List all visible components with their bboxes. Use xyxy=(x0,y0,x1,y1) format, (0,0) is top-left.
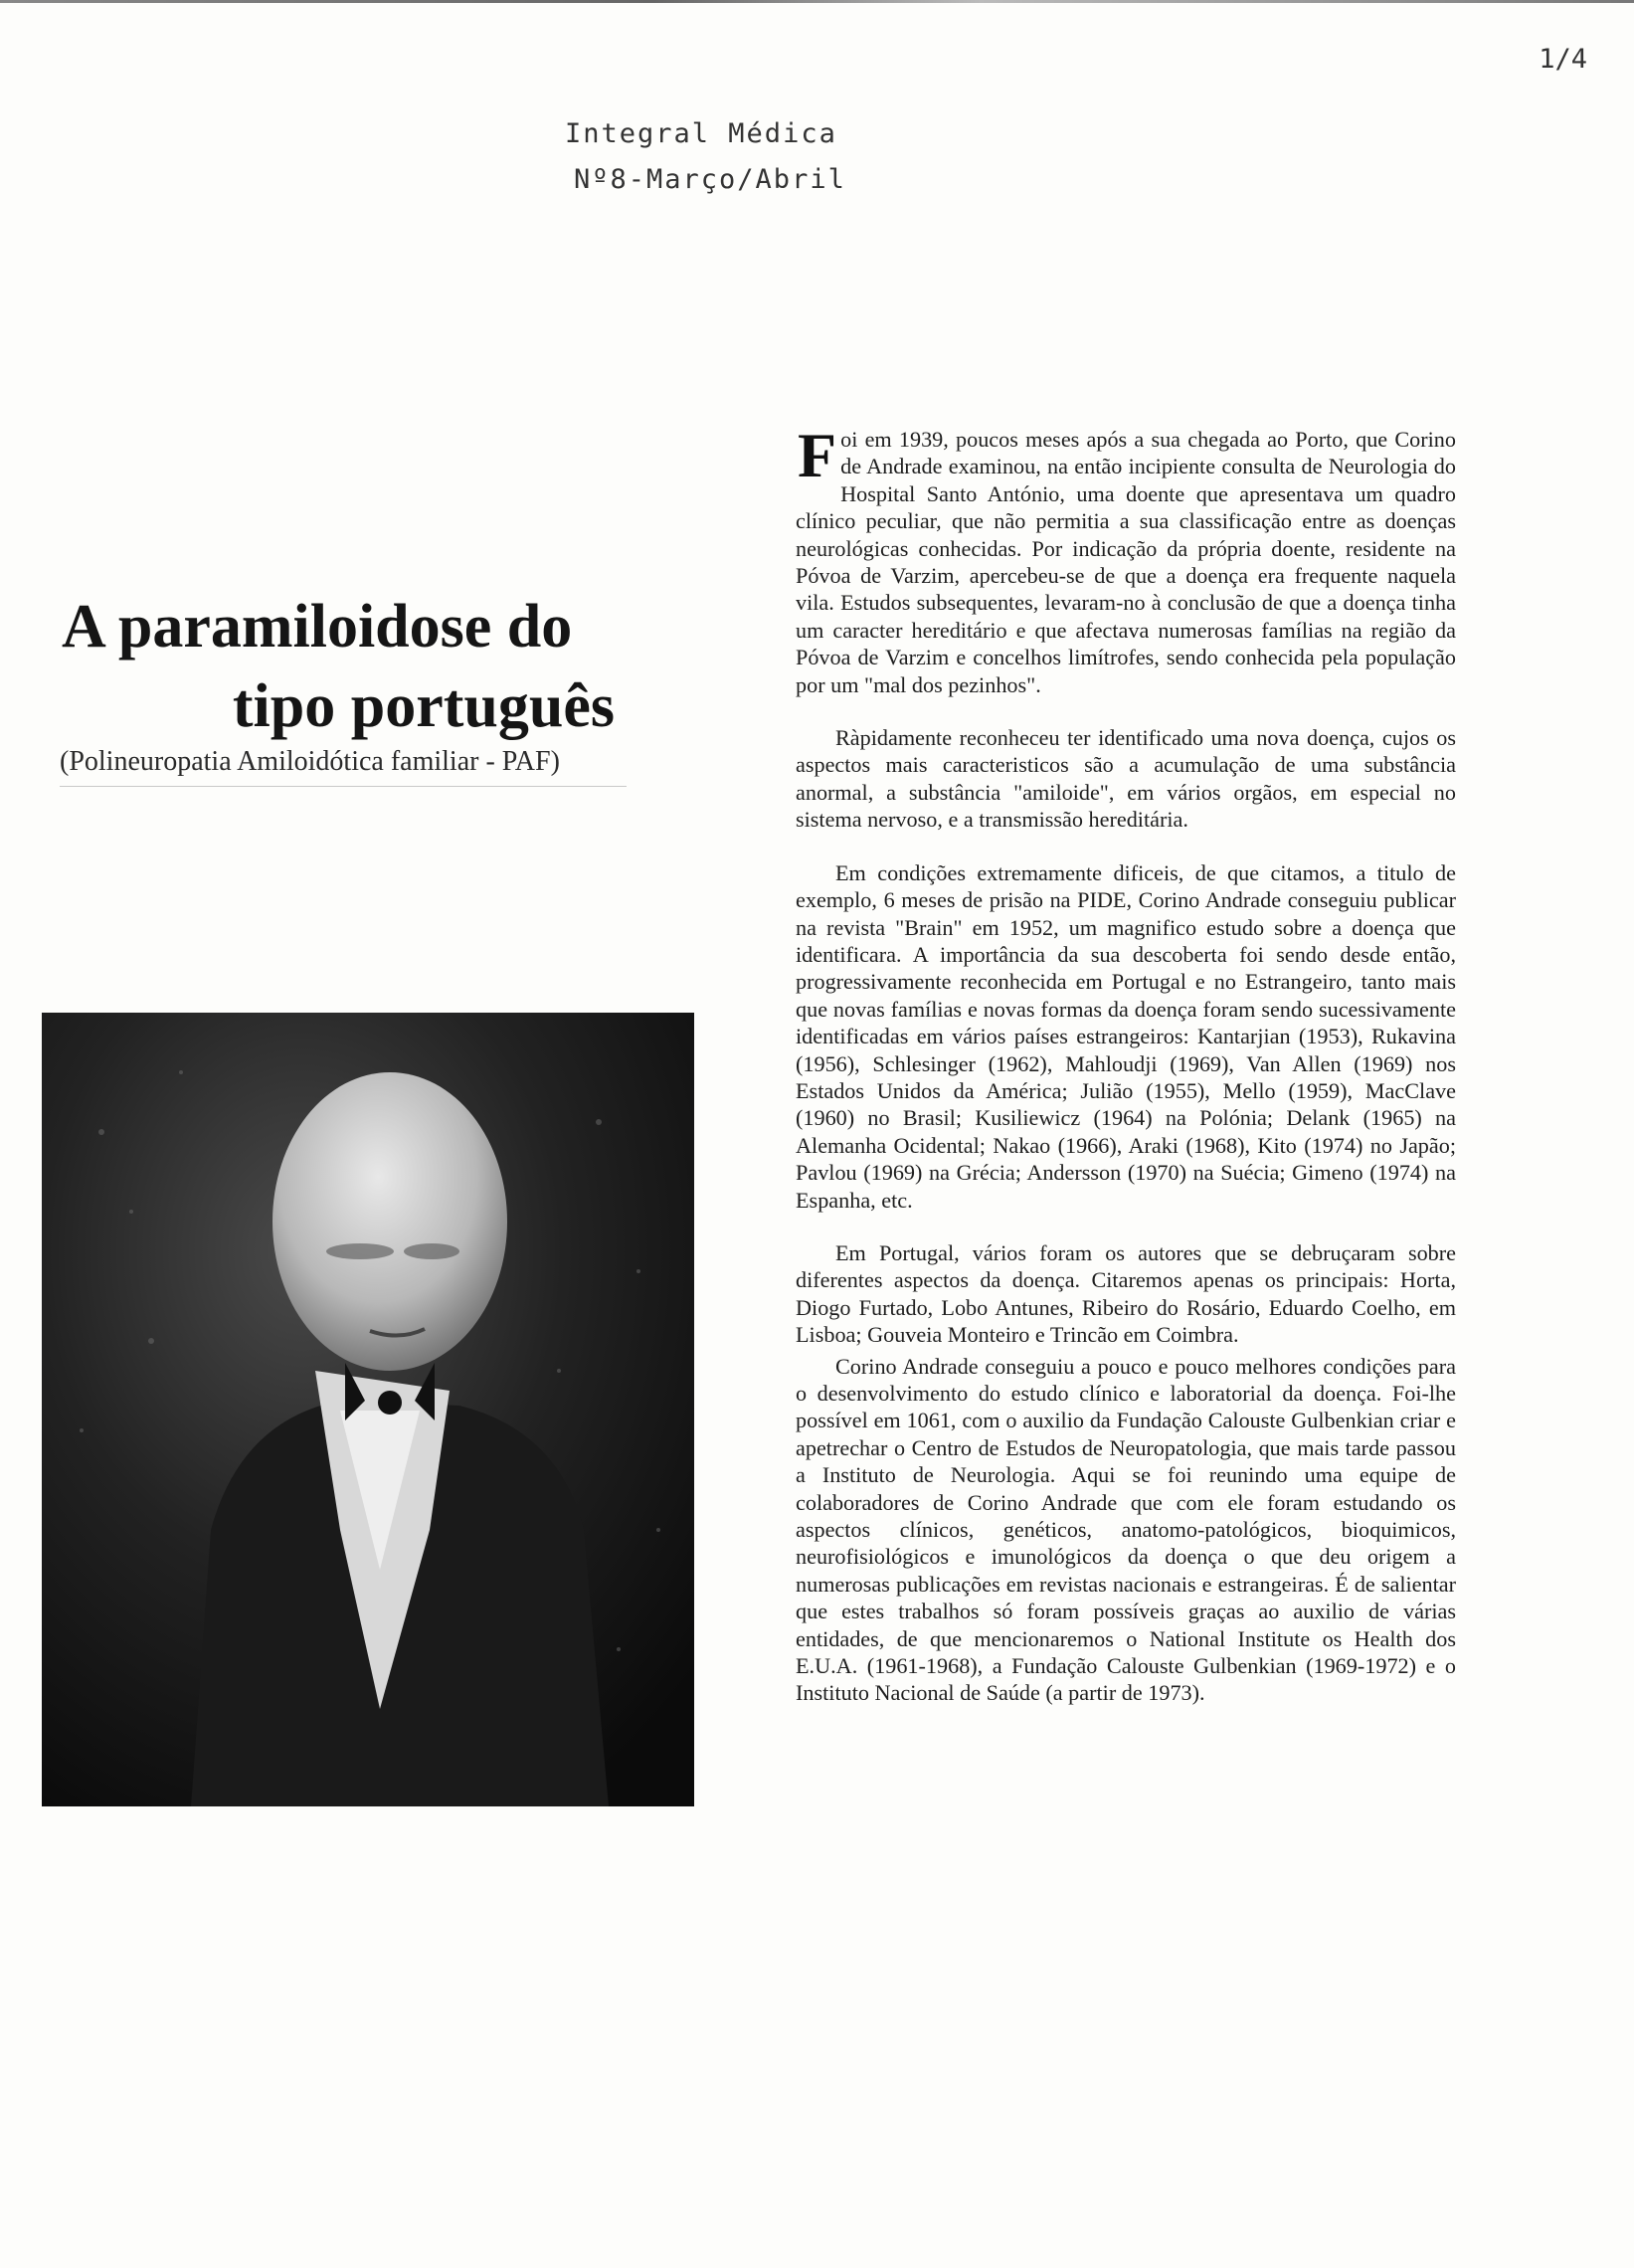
top-border-line xyxy=(0,0,1634,3)
article-subtitle: (Polineuropatia Amiloidótica familiar - PAF) xyxy=(60,746,627,787)
drop-cap: F xyxy=(798,420,837,490)
portrait-photo xyxy=(42,1013,694,1806)
title-line-1: A paramiloidose do xyxy=(62,593,573,661)
article-headline xyxy=(60,587,627,787)
paragraph-4: Em Portugal, vários foram os autores que se debruçaram sobre diferentes aspectos da doença. Citaremos apenas os principais: Horta, Diogo Furtado, Lobo Antunes, Ribeiro do Rosário, Eduardo Coelho, em Lisboa; Gouveia Monteiro e Trincão em Coimbra. xyxy=(796,1239,1456,1348)
paragraph-1 xyxy=(796,420,1456,698)
paragraph-3: Em condições extremamente dificeis, de que citamos, a titulo de exemplo, 6 meses de prisão na PIDE, Corino Andrade conseguiu publicar na revista "Brain" em 1952, um magnifico estudo sobre a doença que identificara. A importância da sua descoberta foi sendo desde então, progressivamente reconhecida em Portugal e no Estrangeiro, tanto mais que novas famílias e novas formas da doença foram sendo sucessivamente identificadas em vários países estrangeiros: Kantarjian (1953), Rukavina (1956), Schlesinger (1962), Mahloudji (1969), Van Allen (1969) nos Estados Unidos da América; Julião (1955), Mello (1959), MacClave (1960) no Brasil; Kusiliewicz (1964) na Polónia; Delank (1965) na Alemanha Ocidental; Nakao (1966), Araki (1968), Kito (1974) no Japão; Pavlou (1969) na Grécia; Andersson (1970) na Suécia; Gimeno (1974) na Espanha, etc. xyxy=(796,859,1456,1213)
paragraph-2: Ràpidamente reconheceu ter identificado uma nova doença, cujos os aspectos mais caracteristicos são a acumulação de uma substância anormal, a substância "amiloide", em vários orgãos, em especial no sistema nervoso, e a transmissão hereditária. xyxy=(796,725,1456,833)
portrait-image xyxy=(42,1013,694,1806)
article-title xyxy=(60,587,627,746)
title-line-2: tipo português xyxy=(232,672,615,740)
journal-header xyxy=(565,111,903,203)
page-number: 1/4 xyxy=(1539,44,1587,75)
journal-issue: Nº8-Março/Abril xyxy=(574,164,846,195)
paragraph-1-text: oi em 1939, poucos meses após a sua chegada ao Porto, que Corino de Andrade examinou, na então incipiente consulta de Neurologia do Hospital Santo António, uma doente que apresentava um quadro clínico peculiar, que não permitia a sua classificação entre as doenças neurológicas conhecidas. Por indicação da própria doente, residente na Póvoa de Varzim, apercebeu-se de que a doença era frequente naquela vila. Estudos subsequentes, levaram-no à conclusão de que a doença tinha um caracter hereditário e que afectava numerosas famílias na região da Póvoa de Varzim e concelhos limítrofes, sendo conhecida pela população por um "mal dos pezinhos". xyxy=(796,427,1456,697)
paragraph-5: Corino Andrade conseguiu a pouco e pouco melhores condições para o desenvolvimento do estudo clínico e laboratorial da doença. Foi-lhe possível em 1061, com o auxilio da Fundação Calouste Gulbenkian criar e apetrechar o Centro de Estudos de Neuropatologia, que mais tarde passou a Instituto de Neurologia. Aqui se foi reunindo uma equipe de colaboradores de Corino Andrade que com ele foram estudando os aspectos clínicos, genéticos, anatomo-patológicos, bioquimicos, neurofisiológicos e imunológicos da doença o que deu origem a numerosas publicações em revistas nacionais e estrangeiras. É de salientar que estes trabalhos só foram possíveis graças ao auxilio de várias entidades, de que mencionaremos o National Institute os Health dos E.U.A. (1961-1968), a Fundação Calouste Gulbenkian (1969-1972) e o Instituto Nacional de Saúde (a partir de 1973). xyxy=(796,1353,1456,1706)
journal-name: Integral Médica xyxy=(565,118,837,149)
article-body xyxy=(796,420,1456,1733)
